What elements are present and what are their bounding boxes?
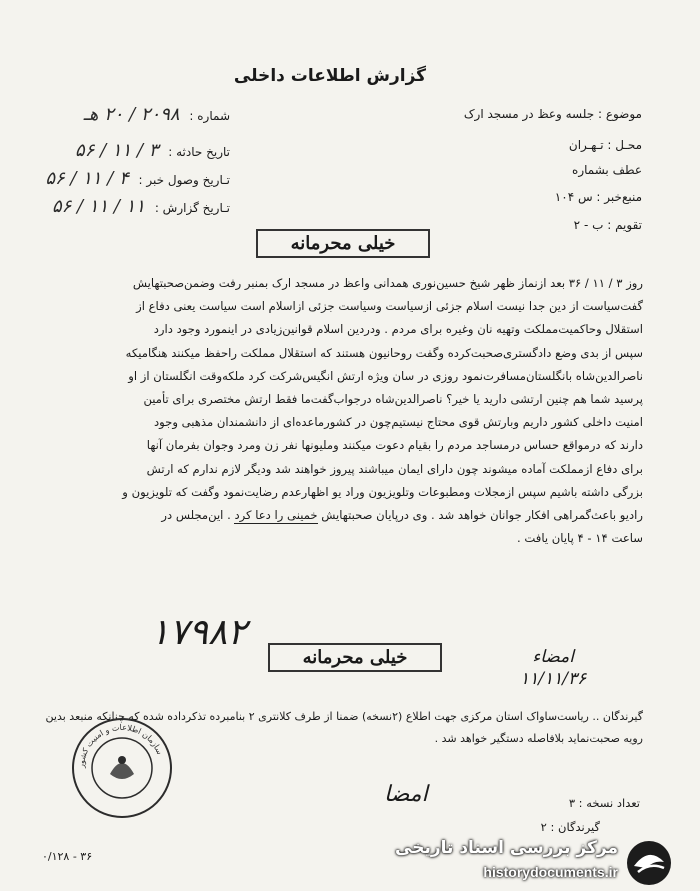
meta-label: تاریخ حادثه [176, 145, 230, 159]
form-code: ۰/۱۲۸ - ۳۶ [42, 850, 93, 863]
meta-label: تـاریخ گزارش [162, 201, 230, 215]
body-line: بزرگی داشته باشیم سپس ازمجلات ومطبوعات وتلویزیون وراد یو اظهارعدم رضایت‌نمود وگفت که تلویزیون و [122, 484, 643, 499]
seal-stamp [70, 716, 174, 820]
receivers-value: ۲ [540, 820, 547, 834]
meta-label: عطف بشماره [572, 163, 642, 177]
meta-value: ۳ / ۱۱ / ۵۶ [75, 140, 159, 161]
meta-received-date: تـاریخ وصول خبر : ۴ / ۱۱ / ۵۶ [45, 168, 230, 189]
meta-value: س ۱۰۴ [554, 190, 593, 204]
watermark-url: historydocuments.ir [483, 864, 618, 880]
body-line: امنیت داخلی کشور داریم وبارتش قوی محتاج نیستیم‌چون در کشورماعده‌ای از دانشمندان مذهبی وجود [154, 415, 643, 430]
meta-label: محـل [615, 138, 642, 152]
watermark-logo-icon [624, 838, 674, 888]
meta-rating: تقویم : ب - ۲ [573, 218, 642, 232]
underlined-phrase: خمینی را دعا کرد [234, 508, 318, 523]
meta-value: ۱۱ / ۱۱ / ۵۶ [51, 196, 145, 217]
meta-incident-date: تاریخ حادثه : ۳ / ۱۱ / ۵۶ [75, 140, 230, 161]
watermark-title: مرکز بررسی اسناد تاریخی [395, 838, 618, 858]
handwritten-signature-note [520, 646, 586, 690]
signature-date: ۱۱/۱۱/۳۶ [520, 669, 587, 689]
recipients-paragraph: گیرندگان .. ریاست‌ساواک استان مرکزی جهت اطلاع (۲نسخه) ضمنا از طرف کلانتری ۲ بنامبرده تذکرداده شده که چنانکه منبعد بدین رویه صحبت‌نماید بلافاصله دستگیر خواهد شد . [45, 710, 643, 745]
meta-label: منبع‌خبر [604, 190, 642, 204]
meta-label: تـاریخ وصول خبر [146, 173, 230, 187]
meta-label: موضوع [605, 107, 642, 121]
classification-stamp-bottom: خیلی محرمانه [268, 643, 442, 672]
body-line: سپس از بدی وضع دادگستری‌صحبت‌کرده وگفت روحانیون هستند که استقلال مملکت راحفظ میکنند هنگامیکه [125, 345, 643, 360]
meta-report-date: تـاریخ گزارش : ۱۱ / ۱۱ / ۵۶ [51, 196, 230, 217]
meta-value: تـهـران [568, 138, 604, 152]
meta-subject: موضوع : جلسه وعظ در مسجد ارک [463, 107, 642, 121]
body-line: برای دفاع ازمملکت آماده میشوند چون دارای ایمان میباشند پیروز خواهند شد ودیگر لازم ندارم که ارتش [146, 461, 643, 476]
body-line: ساعت ۱۴ - ۴ پایان یافت . [517, 531, 643, 546]
meta-reference [572, 163, 642, 177]
meta-value: جلسه وعظ در مسجد ارک [463, 107, 595, 121]
body-line: گفت‌سیاست از دین جدا نیست اسلام جزئی ازسیاست وسیاست جزئی ازاسلام است سیاست یعنی دفاع از [136, 299, 643, 314]
meta-value: ۲۰۹۸ / ۲۰ هـ [83, 104, 180, 125]
body-line: پرسید شما هم چنین ارتشی دارید یا خیر؟ ناصرالدین‌شاه درجواب‌گفت‌ما فقط ارتش مختصری برای تأمین [143, 392, 643, 407]
copies-count: تعداد نسخه : ۳ [568, 796, 640, 810]
recipients-label: گیرندگان [602, 710, 643, 723]
report-body [63, 272, 643, 550]
body-line: رادیو باعث‌گمراهی افکار جوانان خواهد شد . وی درپایان صحبتهایش خمینی را دعا کرد . این‌مجلس در [161, 508, 643, 523]
receivers-line: گیرندگان : ۲ [540, 820, 600, 834]
body-line: ناصرالدین‌شاه بانگلستان‌مسافرت‌نمود روزی در سان ویژه ارتش انگیس‌شرکت کرد ملکه‌وقت انگلستان از او [128, 368, 643, 383]
copies-value: ۳ [568, 796, 575, 810]
body-line: دارند که درمواقع حساس درمساجد مردم را بقیام دعوت میکنند وملیونها نفر زن ومرد وجوان بفرمان آنها [146, 438, 643, 453]
meta-source: منبع‌خبر : س ۱۰۴ [554, 190, 642, 204]
body-line: روز ۳ / ۱۱ / ۳۶ بعد ازنماز ظهر شیخ حسین‌نوری همدانی واعظ در مسجد ارک بمنبر رفت وضمن‌صحبتهایش [132, 276, 643, 290]
body-line: استقلال وحاکمیت‌مملکت وتهیه نان وغیره برای مردم . ودردین اسلام قوانین‌زیادی در اینمورد وجود دارد [153, 322, 643, 337]
meta-number: شماره : ۲۰۹۸ / ۲۰ هـ [83, 104, 230, 125]
meta-label: شماره [197, 109, 230, 123]
seal-text: سازمان اطلاعات و امنیت کشور [76, 722, 165, 769]
archive-number: ۱۷۹۸۲ [150, 612, 247, 653]
meta-value: ۴ / ۱۱ / ۵۶ [45, 168, 129, 189]
signature-word: امضاء [532, 647, 574, 667]
meta-label: تقویم [615, 218, 642, 232]
recipients-text: ریاست‌ساواک استان مرکزی جهت اطلاع (۲نسخه) ضمنا از طرف کلانتری ۲ بنامبرده تذکرداده شده که چنانکه منبعد بدین رویه صحبت‌نماید بلافاصله دستگیر خواهد شد . [45, 710, 643, 745]
copies-label: تعداد نسخه [586, 796, 640, 810]
meta-value: ب - ۲ [573, 218, 604, 232]
document-title: گزارش اطلاعات داخلی [233, 66, 427, 86]
classification-stamp: خیلی محرمانه [256, 229, 430, 258]
receivers-label: گیرندگان [558, 820, 600, 834]
meta-place: محـل : تـهـران [568, 138, 642, 152]
handwritten-signature: ﺍﻣﻀﺎ [384, 782, 428, 807]
